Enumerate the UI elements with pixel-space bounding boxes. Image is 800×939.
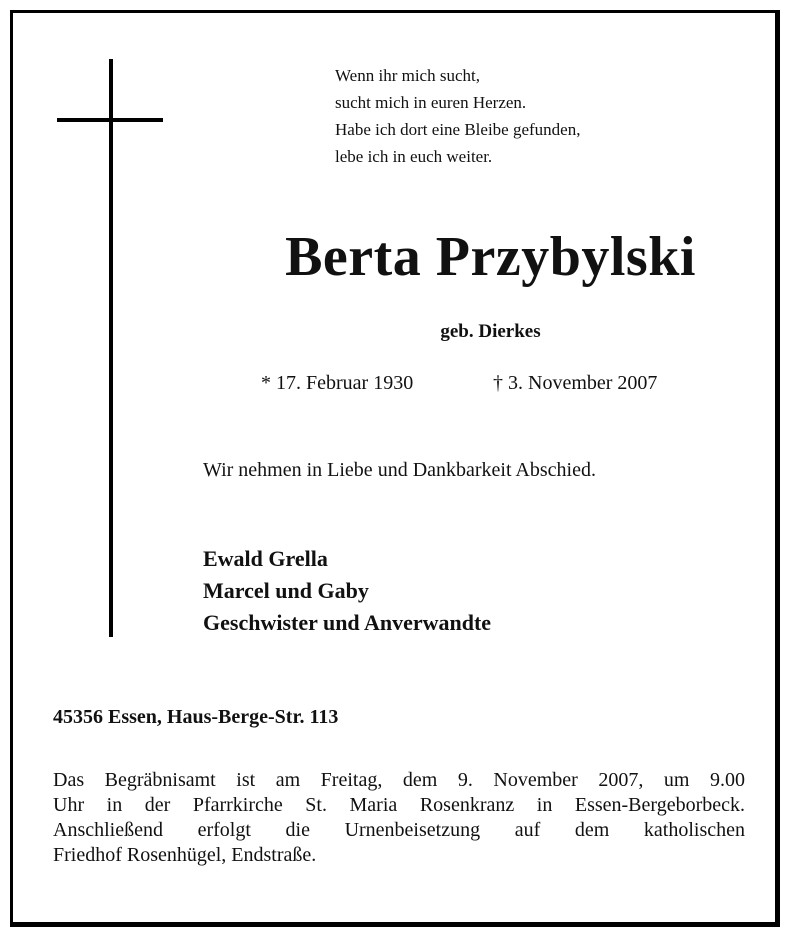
mourner-name: Geschwister und Anverwandte [203, 610, 492, 635]
poem [335, 62, 580, 170]
cross-icon-crossbar [57, 118, 163, 122]
birth-date: * 17. Februar 1930 [261, 372, 414, 394]
poem-line: sucht mich in euren Herzen. [335, 93, 527, 112]
obituary-frame [10, 10, 780, 927]
mourners-list [203, 543, 491, 639]
poem-line: Habe ich dort eine Bleibe gefunden, [335, 120, 581, 139]
death-date: † 3. November 2007 [493, 372, 658, 394]
farewell-text: Wir nehmen in Liebe und Dankbarkeit Abschied. [203, 459, 596, 481]
poem-line: lebe ich in euch weiter. [335, 147, 493, 166]
notice-line: Friedhof Rosenhügel, Endstraße. [53, 844, 317, 866]
poem-line: Wenn ihr mich sucht, [335, 66, 480, 85]
notice-line: Das Begräbnisamt ist am Freitag, dem 9. November 2007, um 9.00 [53, 769, 745, 791]
birth-name: geb. Dierkes [440, 321, 541, 342]
funeral-notice [53, 768, 745, 868]
mourner-name: Marcel und Gaby [203, 578, 369, 603]
cross-icon [109, 59, 113, 637]
notice-line: Uhr in der Pfarrkirche St. Maria Rosenkranz in Essen-Bergeborbeck. [53, 794, 745, 816]
mourner-address: 45356 Essen, Haus-Berge-Str. 113 [53, 706, 339, 728]
deceased-name: Berta Przybylski [285, 226, 696, 288]
mourner-name: Ewald Grella [203, 546, 328, 571]
notice-line: Anschließend erfolgt die Urnenbeisetzung auf dem katholischen [53, 819, 745, 841]
